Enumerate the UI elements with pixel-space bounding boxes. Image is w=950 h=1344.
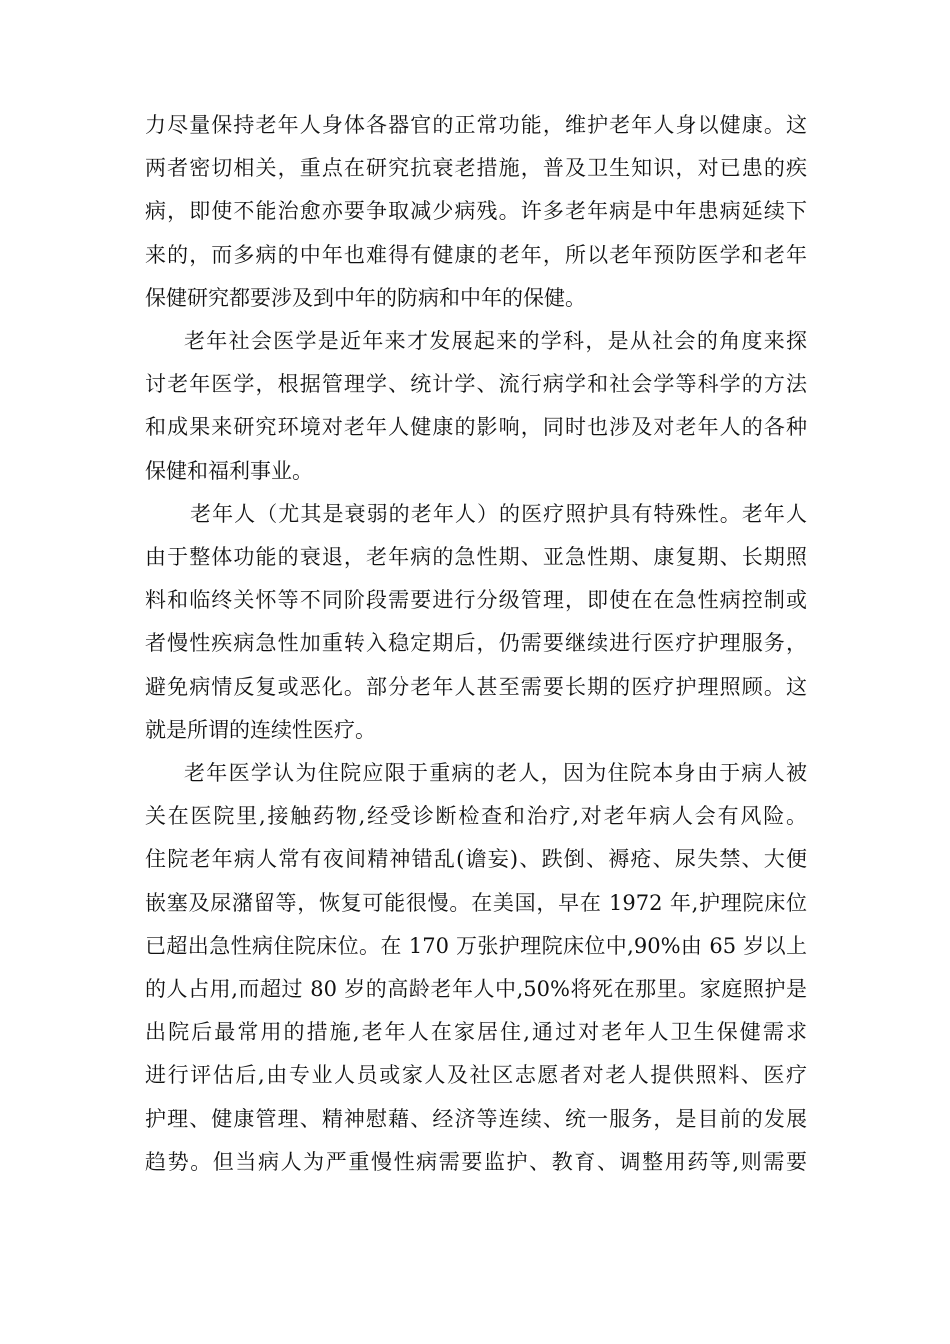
document-body xyxy=(145,104,807,1184)
text-line: 就是所谓的连续性医疗。 xyxy=(145,717,376,742)
text-line: 老年社会医学是近年来才发展起来的学科，是从社会的角度来探 xyxy=(184,329,807,354)
text-line: 老年医学认为住院应限于重病的老人，因为住院本身由于病人被 xyxy=(184,761,807,786)
text-line: 趋势。但当病人为严重慢性病需要监护、教育、调整用药等,则需要 xyxy=(145,1149,807,1174)
paragraph-continuous-care xyxy=(145,493,807,752)
text-line: 已超出急性病住院床位。在 170 万张护理院床位中,90%由 65 岁以上 xyxy=(145,933,807,958)
text-line: 力尽量保持老年人身体各器官的正常功能，维护老年人身以健康。这 xyxy=(145,113,807,137)
text-line: 来的，而多病的中年也难得有健康的老年，所以老年预防医学和老年 xyxy=(145,242,807,267)
text-line: 两者密切相关，重点在研究抗衰老措施，普及卫生知识，对已患的疾 xyxy=(145,156,807,181)
text-line: 嵌塞及尿潴留等，恢复可能很慢。在美国，早在 1972 年,护理院床位 xyxy=(145,890,807,915)
paragraph-geriatric-health-care xyxy=(145,104,807,320)
text-line: 进行评估后,由专业人员或家人及社区志愿者对老人提供照料、医疗 xyxy=(145,1063,807,1088)
text-line: 由于整体功能的衰退，老年病的急性期、亚急性期、康复期、长期照 xyxy=(145,545,807,570)
text-line: 者慢性疾病急性加重转入稳定期后，仍需要继续进行医疗护理服务， xyxy=(145,631,807,656)
text-line: 保健研究都要涉及到中年的防病和中年的保健。 xyxy=(145,285,586,310)
text-line: 出院后最常用的措施,老年人在家居住,通过对老年人卫生保健需求 xyxy=(145,1020,807,1045)
text-line: 老年人（尤其是衰弱的老年人）的医疗照护具有特殊性。老年人 xyxy=(190,501,807,526)
text-line: 的人占用,而超过 80 岁的高龄老年人中,50%将死在那里。家庭照护是 xyxy=(145,977,807,1002)
text-line: 避免病情反复或恶化。部分老年人甚至需要长期的医疗护理照顾。这 xyxy=(145,674,807,699)
text-line: 讨老年医学，根据管理学、统计学、流行病学和社会学等科学的方法 xyxy=(145,372,807,397)
text-line: 保健和福利事业。 xyxy=(145,458,313,483)
text-line: 护理、健康管理、精神慰藉、经济等连续、统一服务，是目前的发展 xyxy=(145,1106,807,1131)
text-line: 和成果来研究环境对老年人健康的影响，同时也涉及对老年人的各种 xyxy=(145,415,807,440)
text-line: 料和临终关怀等不同阶段需要进行分级管理，即使在在急性病控制或 xyxy=(145,588,807,613)
paragraph-hospitalization xyxy=(145,752,807,1184)
text-line: 关在医院里,接触药物,经受诊断检查和治疗,对老年病人会有风险。 xyxy=(145,804,807,829)
paragraph-geriatric-social-medicine xyxy=(145,320,807,493)
text-line: 住院老年病人常有夜间精神错乱(谵妄)、跌倒、褥疮、尿失禁、大便 xyxy=(145,847,807,872)
text-line: 病，即使不能治愈亦要争取减少病残。许多老年病是中年患病延续下 xyxy=(145,199,807,224)
